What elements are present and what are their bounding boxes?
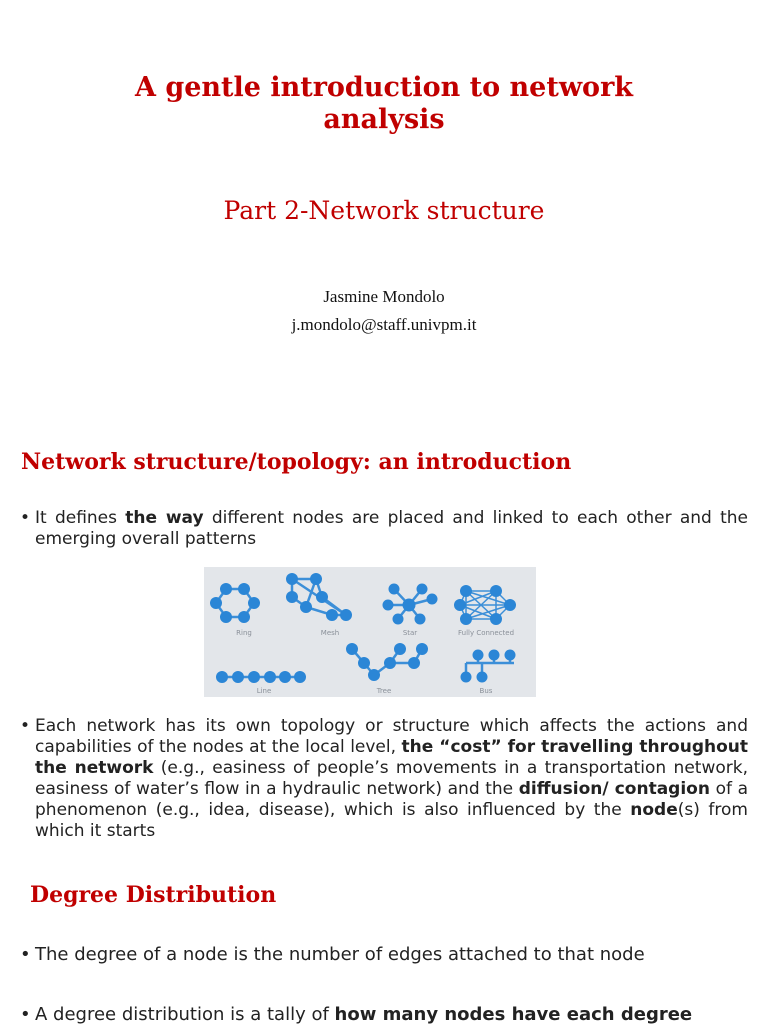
- star-nodes: [383, 584, 438, 625]
- author-name: Jasmine Mondolo: [323, 287, 445, 306]
- bullet-dot: •: [20, 716, 31, 736]
- bullet-degree-definition: [20, 944, 748, 965]
- label-star: Star: [402, 629, 418, 637]
- label-line: Line: [256, 687, 272, 695]
- bullet-dot: •: [20, 1004, 31, 1025]
- topology-figure: [204, 567, 536, 697]
- title-line-1: A gentle introduction to network: [135, 72, 633, 103]
- bullet-text: A degree distribution is a tally of how many nodes have each degree: [35, 1004, 693, 1025]
- bullet-text: It defines the way different nodes are placed and linked to each other and the emerging overall patterns: [35, 508, 748, 549]
- label-fully-connected: Fully Connected: [457, 629, 515, 637]
- tree-nodes: [346, 643, 428, 681]
- bus-edges: [466, 657, 514, 677]
- topology-diagram: [204, 567, 536, 697]
- bullet-text: The degree of a node is the number of edges attached to that node: [35, 944, 645, 965]
- label-bus: Bus: [479, 687, 493, 695]
- bullet-dot: •: [20, 944, 31, 965]
- subtitle: Part 2-Network structure: [223, 196, 545, 225]
- mesh-nodes: [286, 573, 352, 621]
- label-mesh: Mesh: [320, 629, 340, 637]
- bullet-dot: •: [20, 508, 31, 528]
- bullet-text: Each network has its own topology or structure which affects the actions and capabilities of the nodes at the local level, the “cost” for travelling throughout the network (e.g., easiness of people’s movements in a transportation network, easiness of water’s flow in a hydraulic network) and the diffusion/ contagion of a phenomenon (e.g., idea, disease), which is also influenced by the node(s) from which it starts: [35, 716, 748, 841]
- title: [0, 72, 768, 136]
- bullet-topology-effects: [20, 716, 748, 842]
- section-heading-degree-distribution: Degree Distribution: [30, 882, 277, 908]
- author-email: j.mondolo@staff.univpm.it: [291, 315, 477, 334]
- label-tree: Tree: [376, 687, 392, 695]
- section-heading-topology: Network structure/topology: an introduction: [21, 449, 572, 475]
- bus-nodes: [461, 650, 516, 683]
- bullet-topology-definition: [20, 508, 748, 550]
- title-line-2: analysis: [323, 104, 445, 135]
- bullet-degree-distribution: [20, 1004, 748, 1025]
- label-ring: Ring: [236, 629, 252, 637]
